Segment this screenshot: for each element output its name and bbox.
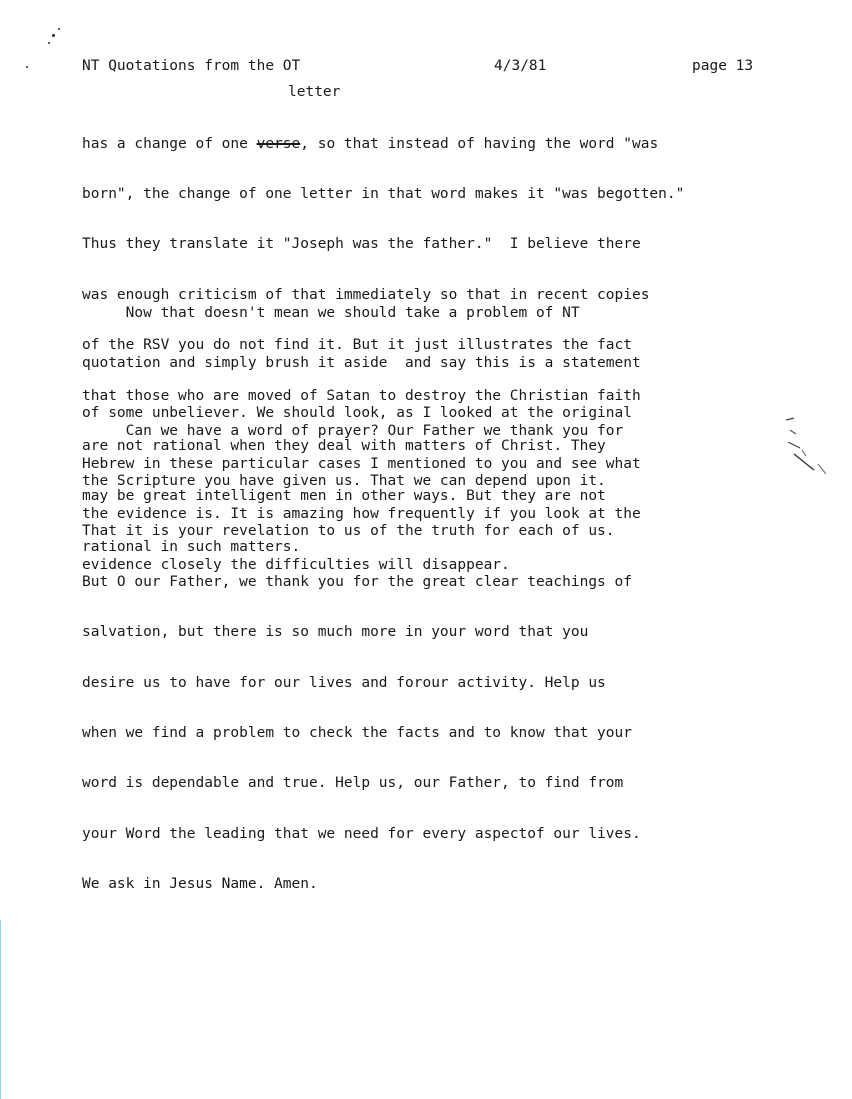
text-line: are not rational when they deal with matters of Christ. They — [82, 437, 606, 454]
page-header — [82, 58, 772, 80]
text-line — [82, 136, 684, 153]
paragraph-3 — [82, 389, 641, 927]
text-line: Thus they translate it "Joseph was the father." I believe there — [82, 236, 641, 253]
text-line: the Scripture you have given us. That we can depend upon it. — [82, 472, 606, 489]
text-line: But O our Father, we thank you for the great clear teachings of — [82, 573, 632, 590]
text-line: Hebrew in these particular cases I mentioned to you and see what — [82, 455, 641, 472]
text-line: born", the change of one letter in that word makes it "was begotten." — [82, 185, 685, 202]
document-date: 4/3/81 — [494, 58, 547, 74]
text-line: of the RSV you do not find it. But it just illustrates the fact — [82, 337, 632, 354]
text-line: That it is your revelation to us of the truth for each of us. — [82, 523, 615, 540]
text-segment: , so that instead of having the word "was — [300, 135, 659, 152]
text-line: that those who are moved of Satan to destroy the Christian faith — [82, 387, 641, 404]
text-line: rational in such matters. — [82, 538, 301, 555]
text-line: desire us to have for our lives and forour activity. Help us — [82, 674, 606, 691]
margin-annotation-marks — [784, 414, 834, 484]
text-line: word is dependable and true. Help us, our Father, to find from — [82, 775, 624, 792]
text-line: salvation, but there is so much more in your word that you — [82, 624, 589, 641]
handwritten-insertion: letter — [288, 84, 341, 100]
text-line: may be great intelligent men in other ways. But they are not — [82, 488, 606, 505]
text-line: your Word the leading that we need for every aspectof our lives. — [82, 825, 641, 842]
text-line: quotation and simply brush it aside and say this is a statement — [82, 354, 641, 371]
text-line: of some unbeliever. We should look, as I looked at the original — [82, 405, 632, 422]
page-number: page 13 — [692, 58, 754, 74]
text-line: evidence closely the difficulties will disappear. — [82, 556, 510, 573]
struck-word: verse — [256, 135, 301, 152]
scan-speck — [58, 28, 60, 30]
text-line: Can we have a word of prayer? Our Father we thank you for — [82, 422, 624, 439]
text-segment: has a change of one — [82, 135, 257, 152]
document-title: NT Quotations from the OT — [82, 58, 301, 74]
scan-speck — [26, 66, 28, 68]
scan-speck — [48, 42, 50, 44]
text-line: when we find a problem to check the facts and to know that your — [82, 724, 632, 741]
scan-edge-line — [0, 920, 1, 1099]
scan-speck — [52, 34, 55, 37]
text-line: Now that doesn't mean we should take a problem of NT — [82, 304, 580, 321]
text-line: the evidence is. It is amazing how frequently if you look at the — [82, 506, 641, 523]
text-line: was enough criticism of that immediately so that in recent copies — [82, 286, 650, 303]
text-line: We ask in Jesus Name. Amen. — [82, 876, 318, 893]
